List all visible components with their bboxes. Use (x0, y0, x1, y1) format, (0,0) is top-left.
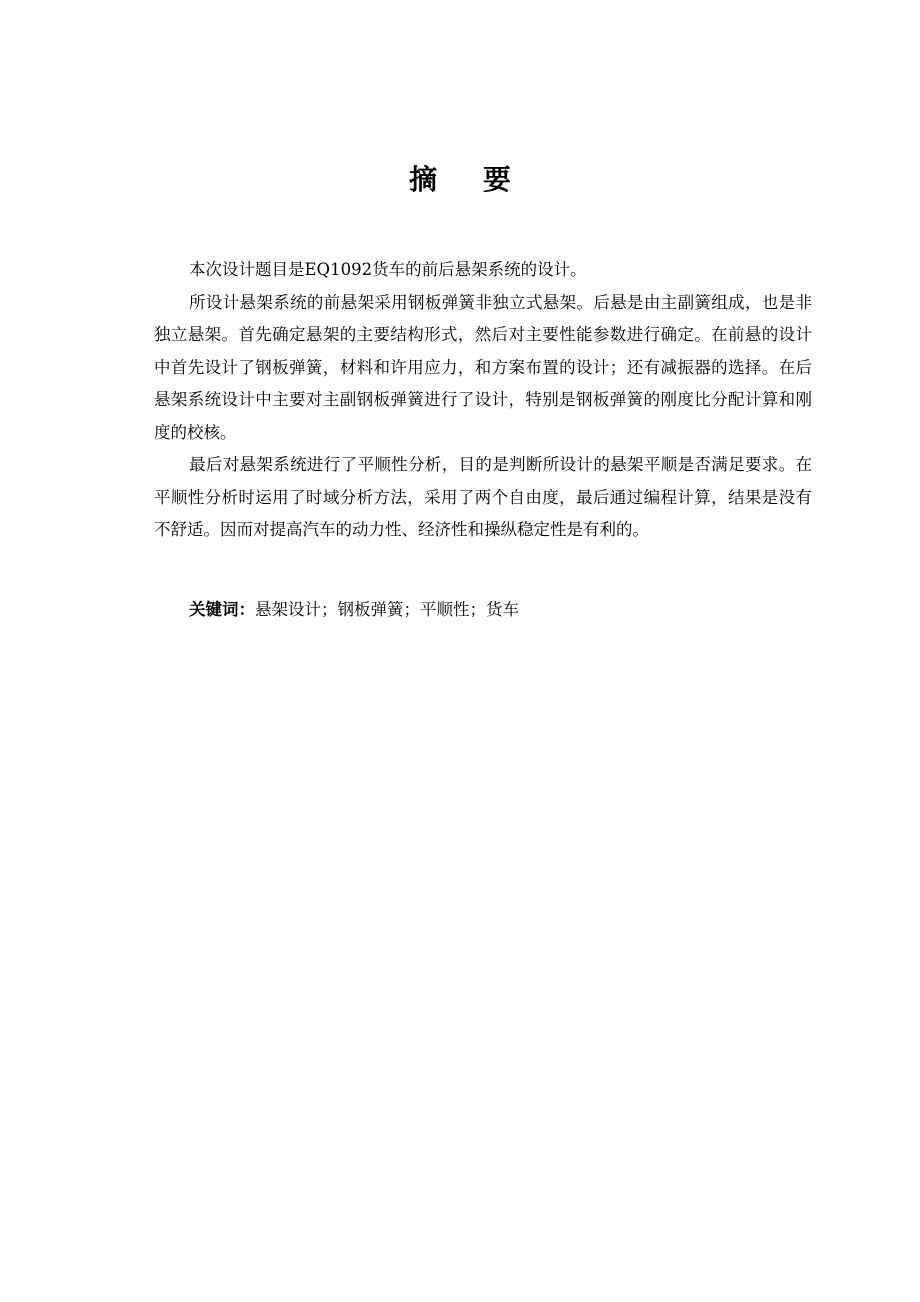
abstract-paragraph-1: 本次设计题目是EQ1092货车的前后悬架系统的设计。 (189, 260, 587, 279)
page-title: 摘 要 (409, 163, 529, 196)
keywords-line (154, 594, 812, 626)
abstract-paragraph-3: 最后对悬架系统进行了平顺性分析，目的是判断所设计的悬架平顺是否满足要求。在平顺性分析时运用了时域分析方法，采用了两个自由度，最后通过编程计算，结果是没有不舒适。因而对提高汽车的动力性、经济性和操纵稳定性是有利的。 (154, 455, 812, 539)
abstract-body (154, 254, 812, 547)
abstract-paragraph-2: 所设计悬架系统的前悬架采用钢板弹簧非独立式悬架。后悬是由主副簧组成，也是非独立悬架。首先确定悬架的主要结构形式，然后对主要性能参数进行确定。在前悬的设计中首先设计了钢板弹簧，材料和许用应力，和方案布置的设计；还有减振器的选择。在后悬架系统设计中主要对主副钢板弹簧进行了设计，特别是钢板弹簧的刚度比分配计算和刚度的校核。 (154, 292, 812, 442)
keywords-label: 关键词： (189, 600, 255, 619)
keywords-text: 悬架设计；钢板弹簧；平顺性；货车 (255, 600, 519, 619)
